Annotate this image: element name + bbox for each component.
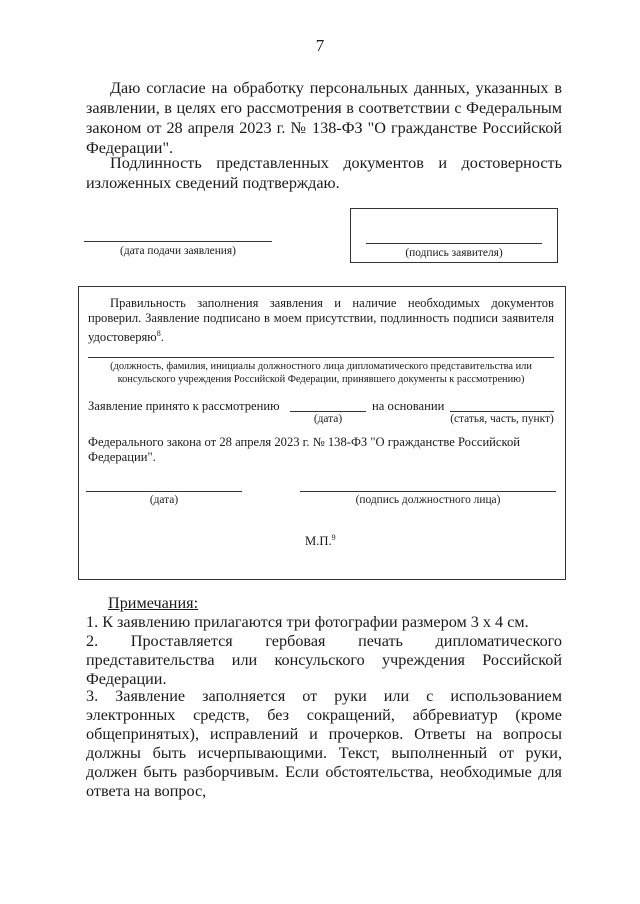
applicant-signature-caption: (подпись заявителя) [405, 247, 503, 259]
footnote-8: 8 [156, 329, 161, 338]
filing-date-caption: (дата подачи заявления) [120, 245, 236, 257]
consent-paragraph [86, 78, 562, 158]
accepted-date-caption: (дата) [313, 413, 343, 425]
footnote-9: 9 [331, 533, 336, 542]
basis-label: на основании [372, 399, 445, 413]
accepted-date-line [290, 411, 366, 412]
official-signature-caption: (подпись должностного лица) [355, 494, 501, 506]
note-1-text: 1. К заявлению прилагаются три фотографии размером 3 х 4 см. [86, 613, 529, 631]
note-2-text: 2. Проставляется гербовая печать дипломатического представительства или консульского учреждения Российской Федерации. [86, 632, 562, 688]
consent-text: Даю согласие на обработку персональных данных, указанных в заявлении, в целях его рассмотрения в соответствии с Федеральным законом от 28 апреля 2023 г. № 138-ФЗ "О гражданстве Российской Федерации". [86, 79, 562, 157]
official-info-line [88, 357, 554, 358]
notes-title: Примечания: [108, 594, 199, 612]
note-3-text: 3. Заявление заполняется от руки или с использованием электронных средств, без сокращений, аббревиатур (кроме общепринятых), исправлений и прочерков. Ответы на вопросы должны быть исчерпывающими. Текст, выполненный от руки, должен быть разборчивым. Если обстоятельства, необходимые для ответа на вопрос, [86, 687, 562, 800]
article-caption: (статья, часть, пункт) [450, 413, 554, 425]
seal-label-wrap [305, 530, 336, 549]
article-line [450, 411, 554, 412]
accepted-label: Заявление принято к рассмотрению [88, 399, 280, 413]
law-reference: Федерального закона от 28 апреля 2023 г. № 138-ФЗ "О гражданстве Российской Федерации". [88, 435, 521, 464]
seal-label: М.П. [305, 534, 332, 549]
verification-text: Правильность заполнения заявления и наличие необходимых документов проверил. Заявление подписано в моем присутствии, подлинность подписи заявителя удостоверяю [88, 296, 554, 345]
authenticity-text: Подлинность представленных документов и достоверность изложенных сведений подтверждаю. [86, 154, 562, 192]
note-3 [86, 687, 562, 801]
verification-date-line [86, 491, 242, 492]
applicant-signature-line [366, 243, 542, 244]
page-number: 7 [315, 36, 325, 55]
official-info-caption: (должность, фамилия, инициалы должностного лица дипломатического представительства или консульского учреждения Российской Федерации, принявшего документы к рассмотрению) [110, 361, 532, 385]
note-1 [86, 613, 562, 632]
filing-date-line [84, 241, 272, 242]
authenticity-paragraph [86, 153, 562, 193]
official-signature-line [300, 491, 556, 492]
verification-paragraph: Правильность заполнения заявления и наличие необходимых документов проверил. Заявление подписано в моем присутствии, подлинность подписи заявителя удостоверяю$^8$. [88, 296, 554, 345]
note-2 [86, 632, 562, 689]
verification-date-caption: (дата) [149, 494, 179, 506]
